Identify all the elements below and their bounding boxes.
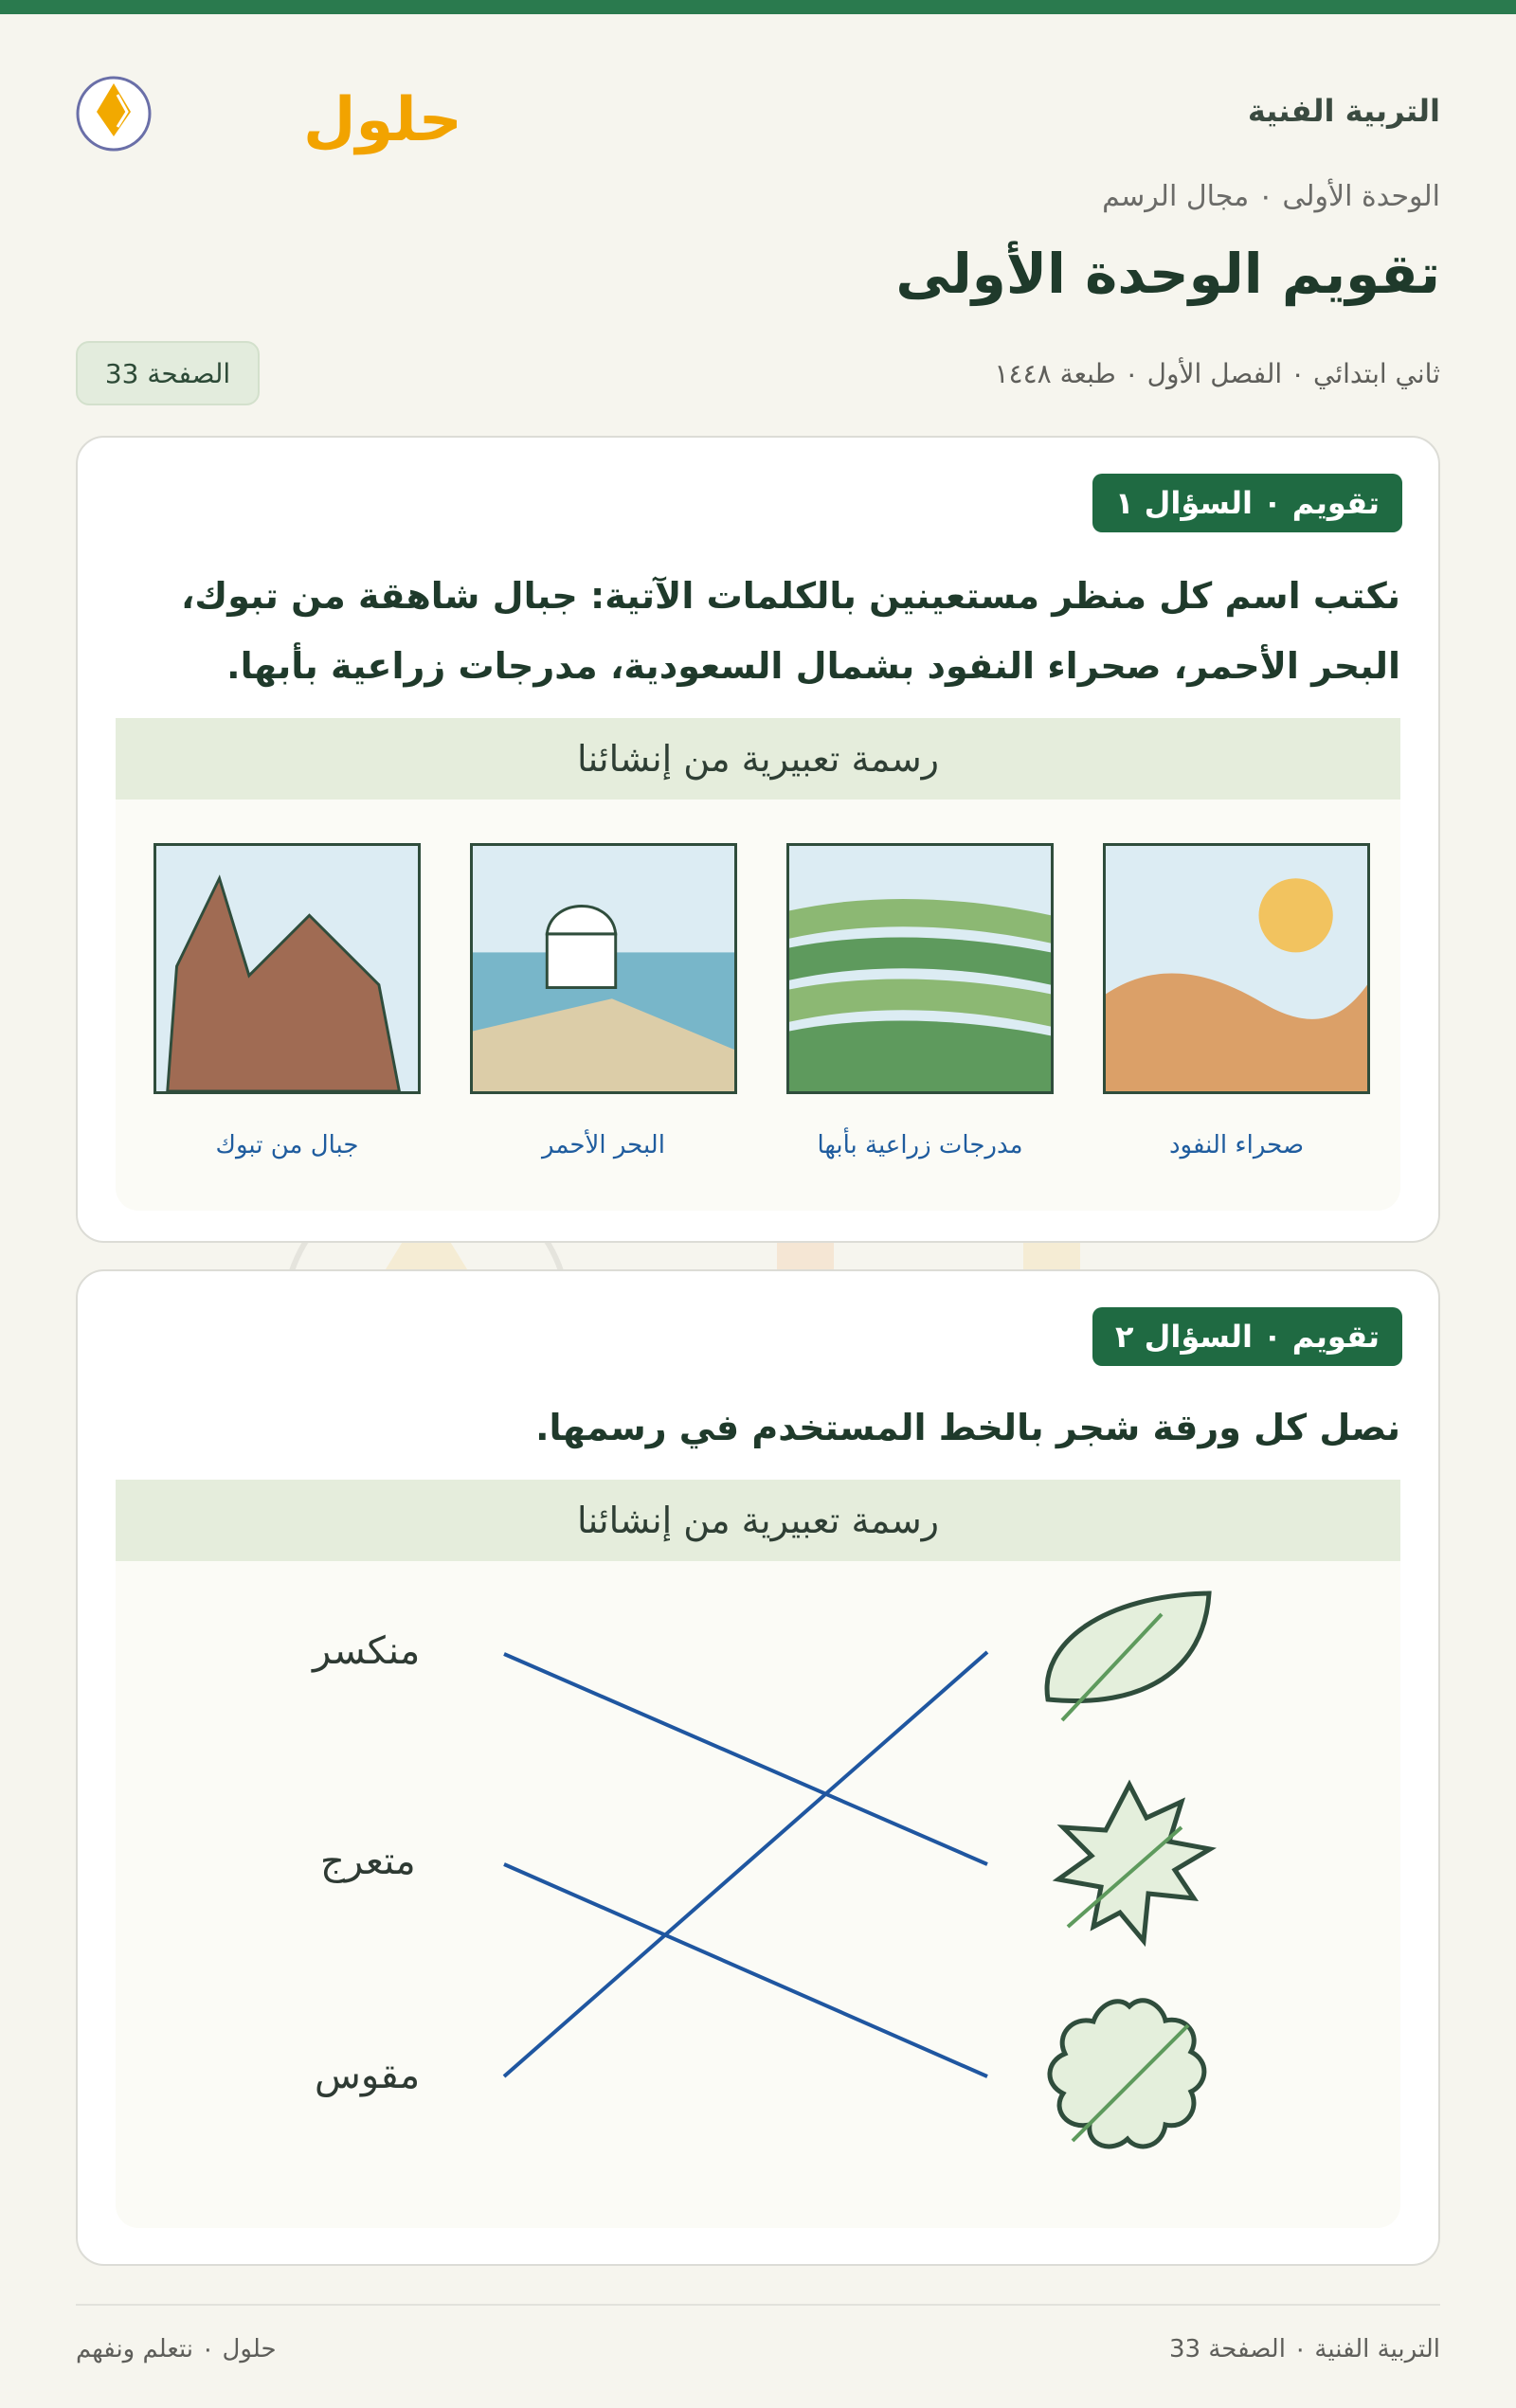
top-accent-bar bbox=[0, 0, 1516, 14]
picture-caption: مدرجات زراعية بأبها bbox=[817, 1131, 1023, 1159]
picture-caption: جبال من تبوك bbox=[215, 1131, 359, 1159]
footer-divider bbox=[76, 2304, 1440, 2306]
question-1-answer-panel bbox=[116, 718, 1400, 1211]
broken-leaf-icon bbox=[1025, 1775, 1234, 1946]
question-2-text: نصل كل ورقة شجر بالخط المستخدم في رسمها. bbox=[535, 1407, 1400, 1448]
question-2-matching-panel bbox=[116, 1480, 1400, 2228]
desert-scene-icon bbox=[1103, 843, 1370, 1094]
sea-scene-icon bbox=[470, 843, 737, 1094]
question-1-text bbox=[181, 561, 1400, 701]
question-2-card bbox=[76, 1269, 1440, 2266]
mountains-scene-icon bbox=[153, 843, 421, 1094]
match-line bbox=[504, 1652, 987, 2076]
question-1-tag: تقويم ٠ السؤال ١ bbox=[1092, 474, 1402, 532]
line-type-word: مقوس bbox=[315, 2054, 421, 2097]
question-1-line-1: نكتب اسم كل منظر مستعينين بالكلمات الآتية: جبال شاهقة من تبوك، bbox=[181, 575, 1400, 617]
panel-title: رسمة تعبيرية من إنشائنا bbox=[116, 718, 1400, 800]
picture-caption: صحراء النفود bbox=[1168, 1131, 1305, 1159]
page-number-badge: الصفحة 33 bbox=[76, 341, 260, 405]
wavy-leaf-icon bbox=[1025, 1987, 1234, 2158]
page-header bbox=[76, 57, 1440, 171]
line-type-word: منكسر bbox=[313, 1629, 421, 1673]
brand-logo-icon bbox=[76, 57, 462, 171]
picture-caption: البحر الأحمر bbox=[542, 1131, 665, 1159]
page-title: تقويم الوحدة الأولى bbox=[895, 242, 1440, 306]
match-line bbox=[504, 1864, 987, 2076]
grade-meta: ثاني ابتدائي ٠ الفصل الأول ٠ طبعة ١٤٤٨ bbox=[994, 358, 1440, 389]
question-2-tag: تقويم ٠ السؤال ٢ bbox=[1092, 1307, 1402, 1366]
line-type-word: متعرج bbox=[320, 1840, 416, 1883]
footer-page-info: التربية الفنية ٠ الصفحة 33 bbox=[1169, 2335, 1440, 2363]
unit-subtitle: الوحدة الأولى ٠ مجال الرسم bbox=[1102, 180, 1440, 213]
panel-title: رسمة تعبيرية من إنشائنا bbox=[116, 1480, 1400, 1561]
svg-text:حلول: حلول bbox=[303, 85, 462, 155]
subject-title: التربية الفنية bbox=[1247, 93, 1440, 129]
terraces-scene-icon bbox=[786, 843, 1054, 1094]
footer-tagline: حلول ٠ نتعلم ونفهم bbox=[76, 2335, 277, 2363]
match-line bbox=[504, 1654, 987, 1864]
curved-leaf-icon bbox=[1020, 1567, 1228, 1737]
question-1-card bbox=[76, 436, 1440, 1243]
question-1-line-2: البحر الأحمر، صحراء النفود بشمال السعودية، مدرجات زراعية بأبها. bbox=[226, 645, 1400, 687]
